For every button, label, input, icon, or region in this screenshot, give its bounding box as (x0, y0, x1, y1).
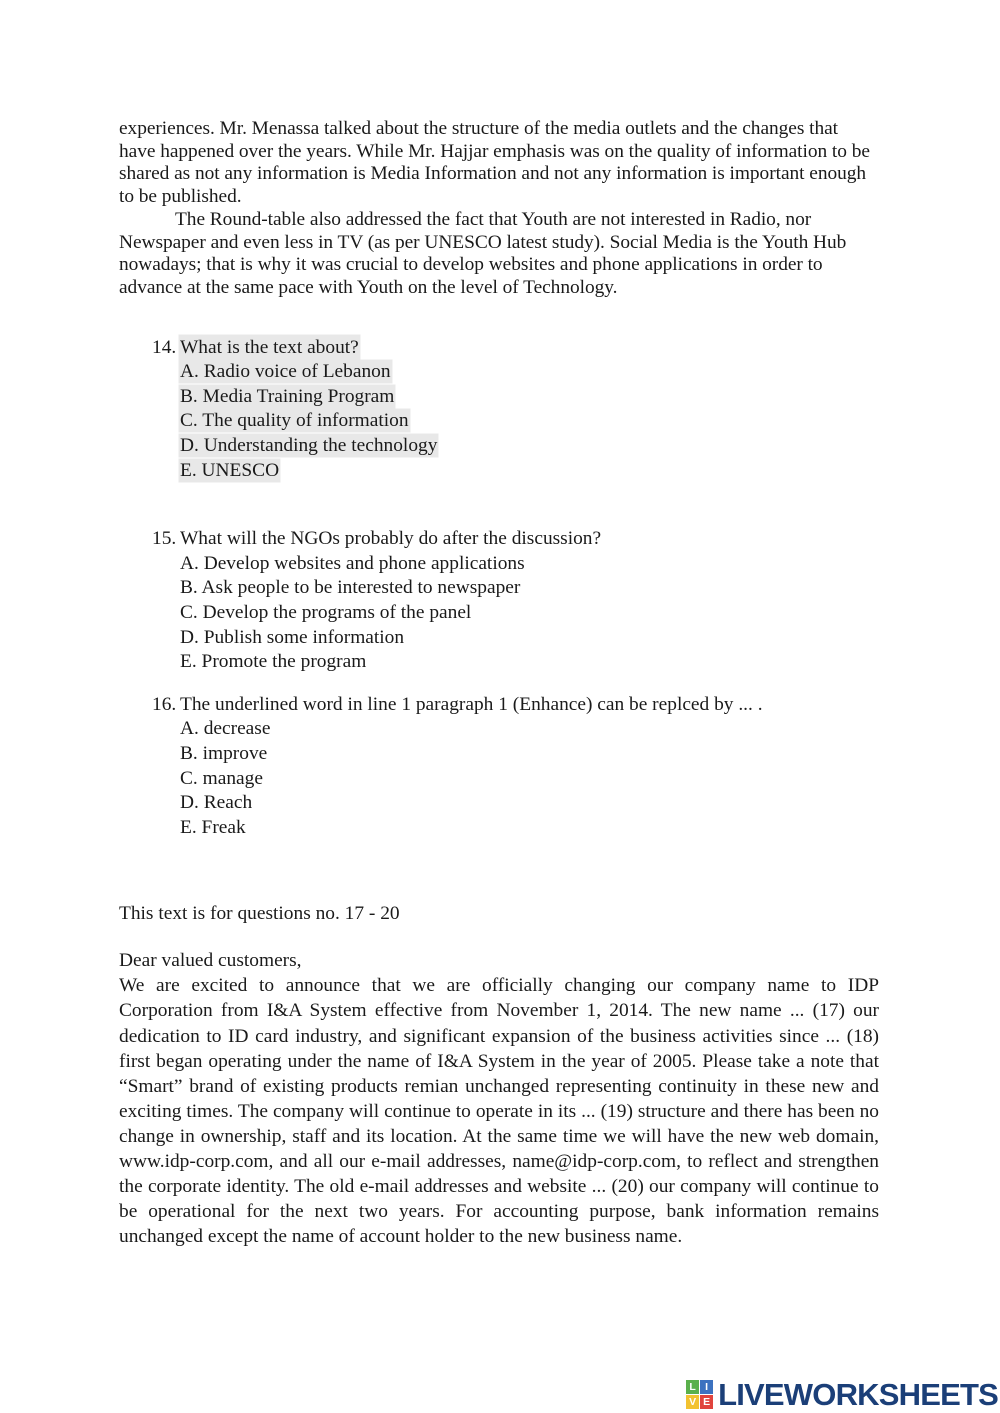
question-14-option-a-label: A. Radio voice of Lebanon (180, 361, 391, 383)
question-16-stem: The underlined word in line 1 paragraph 1 (Enhance) can be replced by ... . (180, 693, 763, 715)
question-16-option-a[interactable] (180, 717, 879, 742)
question-14-option-e-label: E. UNESCO (180, 459, 280, 481)
question-14-option-c-label: C. The quality of information (180, 410, 409, 432)
question-14-stem: What is the text about? (180, 336, 359, 361)
spacer-before-question-16 (119, 675, 879, 693)
question-16-option-d-label: D. Reach (180, 792, 253, 814)
spacer-before-greeting (119, 926, 879, 948)
passage-paragraph-2-text: The Round-table also addressed the fact that Youth are not interested in Radio, nor Newspaper and even less in TV (as per UNESCO latest study). Social Media is the Youth Hub nowadays; that is why it was crucial to develop websites and phone applications in order to advance at the same pace with Youth on the level of Technology. (119, 208, 847, 298)
question-16-option-b[interactable] (180, 742, 879, 767)
question-14-option-b[interactable] (180, 385, 879, 410)
question-14-option-c[interactable] (180, 409, 879, 434)
question-14-option-a[interactable] (180, 360, 879, 385)
question-16-option-c-label: C. manage (180, 767, 263, 789)
question-14-options (180, 360, 879, 483)
logo-cell-v: V (686, 1395, 699, 1409)
letter-body: We are excited to announce that we are officially changing our company name to IDP Corporation from I&A System effective from November 1, 2014. The new name ... (17) our dedication to ID card industry, and significant expansion of the business activities since ... (18) first began operating under the name of I&A System in the year of 2005. Please take a note that “Smart” brand of existing products remian unchanged representing continuity in these new and exciting times. The company will continue to operate in its ... (19) structure and there has been no change in ownership, staff and its location. At the same time we will have the new web domain, www.idp-corp.com, and all our e-mail addresses, name@idp-corp.com, to reflect and strengthen the corporate identity. The old e-mail addresses and website ... (20) our company will continue to be operational for the next two years. For accounting purpose, bank information remains unchanged except the name of account holder to the new business name. (119, 975, 879, 1248)
question-16-stem-row (152, 693, 879, 718)
document-content (119, 118, 879, 1249)
question-14-option-e[interactable] (180, 459, 879, 484)
question-15-options (180, 552, 879, 675)
logo-cell-e: E (700, 1395, 713, 1409)
spacer-before-second-text (119, 840, 879, 902)
spacer-before-question-14 (119, 300, 879, 336)
letter-greeting: Dear valued customers, (119, 950, 302, 972)
question-14-option-d-label: D. Understanding the technology (180, 435, 438, 456)
question-15-number: 15. (152, 528, 177, 550)
question-16-option-e[interactable] (180, 816, 879, 841)
passage-paragraph-2 (119, 209, 879, 300)
question-16-option-b-label: B. improve (180, 742, 268, 764)
question-15-option-c-label: C. Develop the programs of the panel (180, 601, 472, 623)
question-14-number: 14. (152, 336, 177, 358)
question-16-option-d[interactable] (180, 791, 879, 816)
spacer-before-question-15 (119, 483, 879, 527)
logo-cell-l: L (686, 1380, 699, 1394)
question-15-option-b-label: B. Ask people to be interested to newspaper (180, 577, 521, 599)
question-15-option-a[interactable] (180, 552, 879, 577)
question-15-stem-row (152, 527, 879, 552)
question-block-15 (152, 527, 879, 675)
question-15-option-c[interactable] (180, 601, 879, 626)
question-15-option-d[interactable] (180, 626, 879, 651)
liveworksheets-logo (686, 1379, 998, 1410)
question-15-stem: What will the NGOs probably do after the discussion? (180, 528, 602, 550)
question-15-option-e-label: E. Promote the program (180, 651, 367, 673)
question-16-number: 16. (152, 693, 177, 715)
live-blocks-icon (686, 1380, 713, 1409)
question-14-stem-row (152, 336, 879, 361)
question-block-14 (152, 336, 879, 484)
liveworksheets-wordmark: LIVEWORKSHEETS (718, 1377, 998, 1412)
question-16-option-c[interactable] (180, 767, 879, 792)
question-14-option-b-label: B. Media Training Program (180, 385, 395, 407)
question-15-option-b[interactable] (180, 576, 879, 601)
passage-paragraph-1: experiences. Mr. Menassa talked about the structure of the media outlets and the changes that have happened over the years. While Mr. Hajjar emphasis was on the quality of information to be shared as not any information is Media Information and not any information is important enough to be published. (119, 118, 870, 208)
question-16-option-a-label: A. decrease (180, 718, 271, 740)
second-text-lead-in: This text is for questions no. 17 - 20 (119, 903, 400, 925)
question-15-option-e[interactable] (180, 650, 879, 675)
question-16-options (180, 717, 879, 840)
question-15-option-d-label: D. Publish some information (180, 626, 405, 648)
question-block-16 (152, 693, 879, 841)
logo-cell-i: I (700, 1380, 713, 1394)
question-15-option-a-label: A. Develop websites and phone applications (180, 552, 525, 574)
question-16-option-e-label: E. Freak (180, 816, 246, 838)
question-14-option-d[interactable] (180, 434, 879, 459)
